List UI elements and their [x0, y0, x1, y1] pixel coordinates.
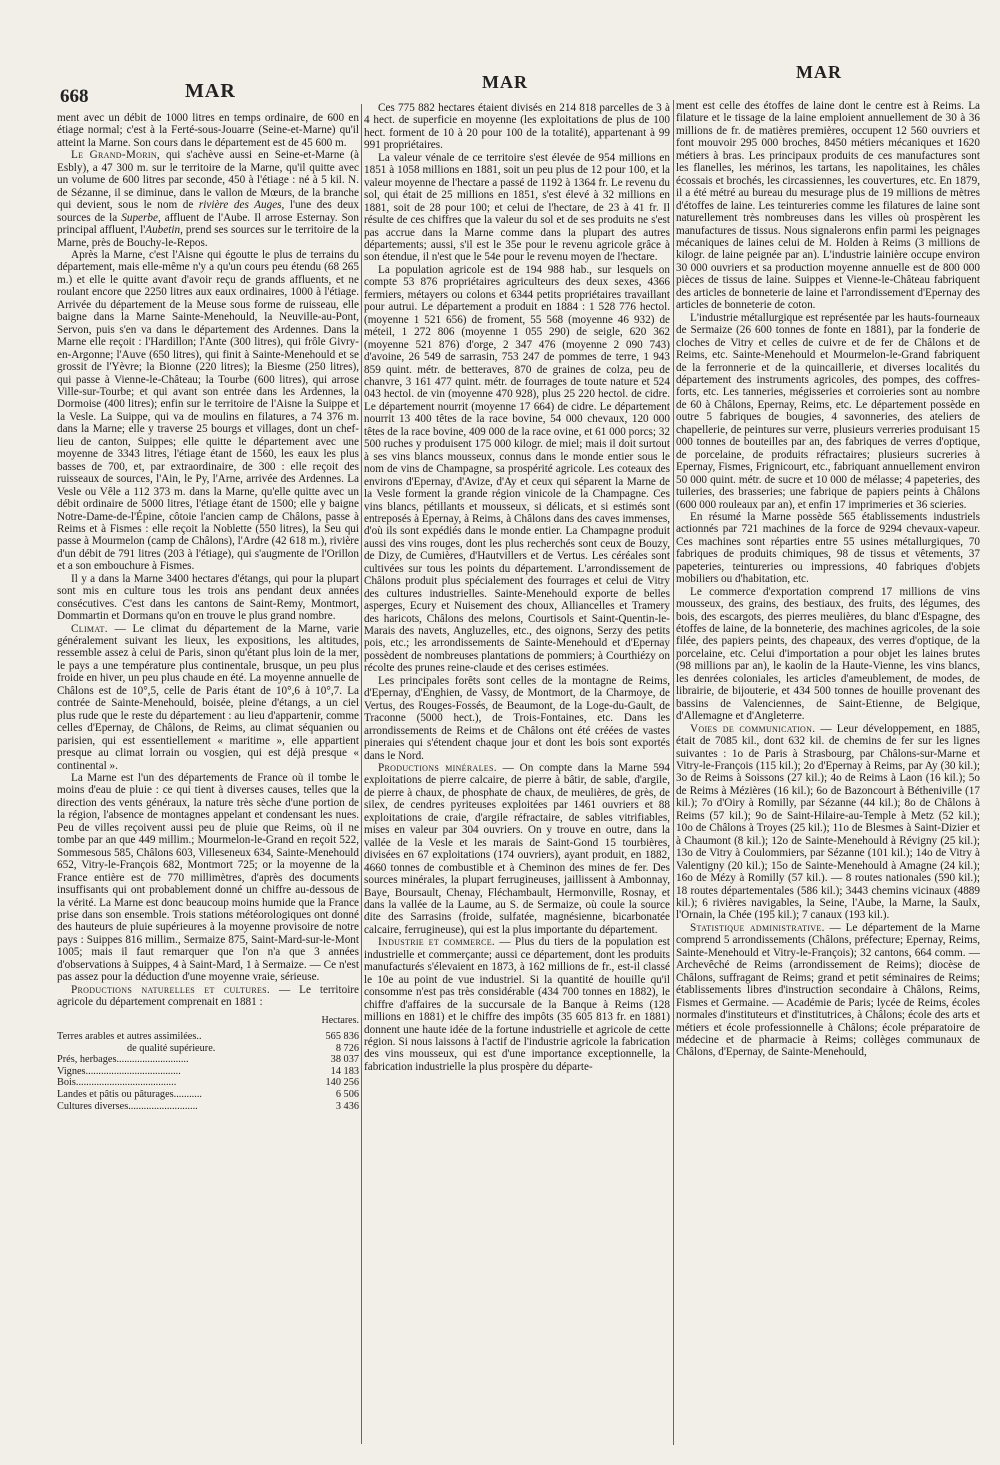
paragraph: Après la Marne, c'est l'Aisne qui égoutte le plus de terrains du département, mais elle-même n'y a qu'un cours peu étendu (68 265 m.) et elle le quitte avant d'avoir reçu de grands affluents, et ne roulant encore que 2250 litres aux eaux ordinaires, 1000 à l'étiage. Arrivée du département de la Meuse sous forme de ruisseau, elle baigne dans la Marne Sainte-Menehould, la Neuville-au-Pont, Servon, puis s'en va dans le département des Ardennes. Dans la Marne elle reçoit : l'Hardillon; l'Ante (300 litres), qui frôle Givry-en-Argonne; l'Auve (650 litres), qui finit à Sainte-Menehould et se grossit de l'Yèvre; la Bionne (220 litres); la Biesme (250 litres), qui passe à Vienne-le-Château; la Tourbe (600 litres), qui arrose Ville-sur-Tourbe; et qui avant son entrée dans les Ardennes, la Dormoise (400 litres); enfin sur le territoire de l'Aisne la Suippe et la Vesle. La Suippe, qui va de moulins en filatures, a 74 376 m. dans la Marne; elle y traverse 25 bourgs et villages, dont un chef-lieu de canton, Suippes; elle quitte le département avec une moyenne de 3343 litres, l'étiage étant de 1560, les eaux les plus basses de 700, et, par extraordinaire, de 300 : elle reçoit des ruisseaux de sources, l'Ain, le Py, l'Arne, arrivée des Ardennes. La Vesle ou Vêle a 112 373 m. dans la Marne, qu'elle quitte avec un débit ordinaire de 5000 litres, l'étiage étant de 1500; elle y baigne Notre-Dame-de-l'Épine, côtoie l'ancien camp de Châlons, passe à Reims et à Fismes : elle reçoit la Noblette (550 litres), la Seu qui passe à Mourmelon (camp de Châlons), l'Ardre (42 618 m.), rivière d'un débit de 791 litres (203 à l'étiage), qui s'augmente de l'Orillon et a son embouchure à Fismes.	[57, 248, 359, 573]
paragraph: ment avec un débit de 1000 litres en temps ordinaire, de 600 en étiage normal; c'est à la Ferté-sous-Jouarre (Seine-et-Marne) qu'il atteint la Marne. Son cours dans le département est de 45 600 m.	[57, 112, 359, 149]
table-value: 140 256	[325, 1077, 359, 1089]
table-label: Prés, herbages............................	[57, 1054, 189, 1066]
text-run: — Le territoire agricole du département comprenait en 1881 :	[57, 983, 359, 1009]
text-run: — Le département de la Marne comprend 5 arrondissements (Châlons, préfecture; Epernay, Reims, Sainte-Menehould et Vitry-le-François); 32 cantons, 664 comm. — Archevêché de Reims (arrondissement de Reims); diocèse de Châlons, suffragant de Reims; grand et petit séminaires de Reims; établissements libres d'instruction secondaire à Châlons, Reims, Fismes et Germaine. — Académie de Paris; lycée de Reims, écoles normales d'instituteurs et d'institutrices, à Châlons; école des arts et métiers et école professionnelle à Châlons; école préparatoire de médecine et de pharmacie à Reims; collèges communaux de Châlons, d'Epernay, de Sainte-Menehould,	[676, 921, 980, 1059]
section-heading: Climat.	[71, 622, 108, 635]
paragraph	[364, 936, 670, 1073]
text-run: Superbe	[121, 211, 158, 224]
table-row	[57, 1089, 359, 1101]
paragraph	[57, 149, 359, 249]
column-3	[676, 100, 980, 1445]
paragraph: La population agricole est de 194 988 hab., sur lesquels on compte 53 876 propriétaires agriculteurs des deux sexes, 4366 fermiers, métayers ou colons et 6344 petits propriétaires travaillant pour autrui. Le département a produit en 1884 : 1 528 776 hectol. (moyenne 1 521 656) de froment, 55 568 (moyenne 46 932) de méteil, 1 272 806 (moyenne 1 055 290) de seigle, 620 362 (moyenne 521 876) d'orge, 2 347 476 (moyenne 2 090 743) d'avoine, 26 549 de sarrasin, 753 247 de pommes de terre, 1 943 859 quint. métr. de betteraves, 870 de graines de colza, peu de chanvre, 3 161 477 quint. métr. de fourrages de toute nature et 524 043 hectol. de vin (moyenne 470 928), plus 25 220 hectol. de cidre. Le département nourrit (moyenne 17 664) de cidre. Le département nourrit 13 400 têtes de la race bovine, 54 000 chevaux, 120 000 têtes de la race bovine, 409 000 de la race ovine, et 61 000 porcs; 32 500 ruches y produisent 175 000 kilogr. de miel; mais il doit surtout à ses vins blancs mousseux, connus dans le monde entier sous le nom de vins de Champagne, sa prospérité agricole. Les coteaux des environs d'Epernay, d'Avize, d'Ay et ceux qui séparent la Marne de la Vesle forment la grande région vinicole de la Champagne. Ces vins blancs, pétillants et mousseux, si délicats, et si estimés sont entreposés à Epernay, à Reims, à Châlons dans des caves immenses, d'où ils sont expédiés dans le monde entier. La Champagne produit aussi des vins rouges, dont les plus recherchés sont ceux de Bouzy, de Dizy, de Cumières, d'Hautvillers et de Vertus. Les céréales sont cultivées sur tous les points du département. L'arrondissement de Châlons produit plus spécialement des fourrages et celui de Vitry des cultures industrielles. Sainte-Menehould exporte de belles asperges, Ecury et Nuisement des choux, Alliancelles et Tramery des haricots, Châlons des melons, Courtisols et Saint-Quentin-le-Marais des navets, Angluzelles, etc., des oignons, Serzy des petits pois, etc.; les arrondissements de Sainte-Menehould et d'Epernay possèdent de nombreuses plantations de pommiers; à Courthiézy on récolte des prunes reine-claude et des cerises estimées.	[364, 263, 670, 675]
text-run: , l'une des deux sources de la	[57, 199, 359, 224]
paragraph	[676, 723, 980, 922]
running-head-middle: MAR	[482, 72, 528, 92]
column-divider	[673, 100, 674, 1445]
text-run: Aubetin	[145, 224, 181, 237]
paragraph: La Marne est l'un des départements de France où il tombe le moins d'eau de pluie : ce qui tient à diverses causes, telles que la direction des vents généraux, la nature très sèche d'une portion de la région, l'absence de montagnes appelant et condensant les nues. Peu de villes reçoivent aussi peu de pluie que Reims, où il ne tombe par an que 449 millim.; Mourmelon-le-Grand en reçoit 522, Sommesous 585, Châlons 603, Villeseneux 634, Sainte-Menehould 652, Vitry-le-François 682, Montmort 725; or la moyenne de la France entière est de 770 millimètres, d'après des documents insuffisants qui ont probablement donné un chiffre au-dessous de la vérité. La Marne est donc beaucoup moins humide que la France prise dans son ensemble. Trois stations météorologiques ont donné des hauteurs de pluie supérieures à la moyenne provisoire de notre pays : Suippes 816 millim., Sermaize 875, Saint-Mard-sur-le-Mont 1005; mais il faut remarquer que l'on n'a que 3 années d'observations à Suippes, 4 à Saint-Mard, 1 à Sermaize. — Ce n'est pas assez pour la déduction d'une moyenne vraie, sérieuse.	[57, 772, 359, 984]
text-run: — On compte dans la Marne 594 exploitations de pierre calcaire, de pierre à bâtir, de sable, d'argile, de pierre à chaux, de phosphate de chaux, de meulières, de grès, de silex, de cendres pyriteuses exploitées par 1461 ouvriers et 88 exploitations de craie, d'argile réfractaire, de sables vitrifiables, mises en valeur par 304 ouvriers. On y trouve en outre, dans la vallée de la Vesle et les marais de Saint-Gond 15 tourbières, divisées en 67 exploitations (174 ouvriers), ayant produit, en 1882, 4660 tonnes de combustible et à Cheminon des mines de fer. Des sources minérales, la plupart ferrugineuses, jaillissent à Ambonnay, Baye, Boursault, Chenay, Fléchambault, Hermonville, Rosnay, et dans la vallée de la Laume, au S. de Sermaize, où coule la source dite des Sarrasins (froide, sulfatée, magnésienne, bicarbonatée calcaire, ferrugineuse), qui est la plus importante du département.	[364, 762, 670, 936]
paragraph	[364, 762, 670, 936]
text-run: , prend ses sources sur le territoire de la Marne, près de Bouchy-le-Repos.	[57, 224, 359, 249]
table-row	[57, 1101, 359, 1113]
paragraph: ment est celle des étoffes de laine dont le centre est à Reims. La filature et le tissage de la laine emploient annuellement de 30 à 36 millions de fr. de matières premières, occupent 12 560 ouvriers et font mouvoir 295 000 broches, 8450 métiers mécaniques et 1620 métiers à bras. Les principaux produits de ces manufactures sont les flanelles, les mérinos, les tartans, les napolitaines, les châles écossais et brochés, les circassiennes, les couvertures, etc. En 1879, il a été métré au bureau du mesurage plus de 19 millions de mètres d'étoffes de laine. Les teintureries comme les filatures de laine sont naturellement très nombreuses dans les villes où prospèrent les manufactures de tissus. Nous signalerons enfin parmi les peignages mécaniques de laines celui de M. Holden à Reims (3 millions de kilogr. de laine peignée par an). L'industrie lainière occupe environ 30 000 ouvriers et sa production moyenne annuelle est de 800 000 pièces de tissus de laine. Suippes et Vienne-le-Château fabriquent des articles de bonneterie de laine et l'arrondissement d'Epernay des articles de bonneterie de coton.	[676, 100, 980, 312]
table-label: de qualité supérieure.	[127, 1042, 216, 1054]
table-value: 38 037	[330, 1054, 359, 1066]
table-label: Vignes.....................................	[57, 1065, 181, 1077]
table-row	[57, 1031, 359, 1043]
paragraph	[676, 922, 980, 1059]
paragraph: La valeur vénale de ce territoire s'est élevée de 954 millions en 1851 à 1058 millions en 1881, soit un peu plus de 12 pour 100, et la valeur moyenne de l'hectare a passé de 1192 à 1364 fr. Le revenu du sol, qui était de 25 millions en 1851, s'est élevé à 32 millions en 1881, soit de 28 pour 100; et celui de l'hectare, de 23 à 41 fr. Il résulte de ces chiffres que la valeur du sol et de ses produits ne s'est pas accrue dans la Marne comme dans la plupart des autres départements; aussi, s'il est le 35e pour le revenu agricole grâce à son étendue, il n'est que le 54e pour le revenu moyen de l'hectare.	[364, 151, 670, 264]
column-2	[364, 102, 670, 1442]
text-run: rivière des Auges	[198, 199, 282, 212]
section-term: Le Grand-Morin,	[71, 149, 161, 162]
page-number: 668	[60, 86, 89, 107]
paragraph	[57, 623, 359, 772]
table-row	[57, 1054, 359, 1066]
section-heading: Productions minérales.	[378, 762, 497, 775]
table-value: 565 836	[325, 1031, 359, 1043]
running-head-left: MAR	[185, 80, 236, 102]
table-value: 14 183	[330, 1065, 359, 1077]
running-head-right: MAR	[796, 62, 842, 82]
table-row	[57, 1077, 359, 1089]
text-run: , affluent de l'Aube. Il arrose Esternay. Son principal affluent, l'	[57, 211, 359, 237]
table-value: 6 506	[335, 1089, 359, 1101]
table-row	[57, 1043, 359, 1055]
paragraph: L'industrie métallurgique est représentée par les hauts-fourneaux de Sermaize (26 600 tonnes de fonte en 1881), par la fonderie de cloches de Vitry et celles de cuivre et de fer de Châlons et de Reims, etc. Sainte-Menehould et Mourmelon-le-Grand fabriquent de la ferronnerie et de la quincaillerie, et diverses localités du département des instruments agricoles, des pompes, des coffres-forts, etc. Les tanneries, mégisseries et corroieries sont au nombre de 60 à Châlons, Epernay, Reims, etc. Le département possède en outre 5 fabriques de bougies, 4 savonneries, des ateliers de chapellerie, de peintures sur verre, plusieurs verreries produisant 15 000 tonnes de bouteilles par an, des fabriques de verres d'optique, de porcelaine, de produits réfractaires; plusieurs sucreries à Epernay, Fismes, Frignicourt, etc., fabriquant annuellement environ 50 000 quint. métr. de sucre et 10 000 de mélasse; 4 papeteries, des tuileries, des brasseries; une fabrique de papiers peints à Châlons (600 000 rouleaux par an), et enfin 17 imprimeries et 36 scieries.	[676, 311, 980, 511]
paragraph: En résumé la Marne possède 565 établissements industriels actionnés par 721 machines de la force de 9294 chevaux-vapeur. Ces machines sont réparties entre 55 usines métallurgiques, 70 fabriques de produits chimiques, 98 de tissus et vêtements, 37 papeteries, teintureries ou impressions, 40 fabriques d'objets mobiliers ou d'habitation, etc.	[676, 510, 980, 586]
text-run: — Plus du tiers de la population est industrielle et commerçante; aussi ce département, dont les produits manufacturés s'élevaient en 1873, à 162 millions de fr., est-il classé le 10e au point de vue industriel. Si la quantité de houille qu'il consomme n'est pas très considérable (434 700 tonnes en 1882), le chiffre d'affaires de la succursale de la Banque à Reims (128 millions en 1881) et le chiffre des impôts (35 605 813 fr. en 1881) donnent une haute idée de la fortune industrielle et agricole de cette région. Si nous laissons à l'actif de l'industrie agricole la fabrication des vins mousseux, qui est d'une importance exceptionnelle, la fabrication industrielle la plus prospère du départe-	[364, 936, 670, 1073]
section-heading: Industrie et commerce.	[378, 936, 496, 949]
column-divider	[361, 104, 362, 1444]
table-label: Bois.......................................	[57, 1077, 177, 1089]
table-row	[57, 1066, 359, 1078]
paragraph: Ces 775 882 hectares étaient divisés en 214 818 parcelles de 3 à 4 hect. de superficie en moyenne (les exploitations de plus de 100 hect. forment de 10 à 20 pour 100 de la totalité), appartenant à 99 991 propriétaires.	[364, 102, 670, 152]
table-label: Terres arables et autres assimilées..	[57, 1031, 202, 1043]
land-use-table	[57, 1031, 359, 1112]
paragraph: Le commerce d'exportation comprend 17 millions de vins mousseux, des grains, des bestiaux, des fruits, des légumes, des bois, des escargots, des pierres meulières, du blanc d'Espagne, des étoffes de laine, de la bonneterie, des machines agricoles, de la soie filée, des papiers peints, des chapeaux, des verres d'optique, de la porcelaine, etc. Celui d'importation a pour objet les laines brutes (98 millions par an), le kaolin de la Haute-Vienne, les vins blancs, les denrées coloniales, les articles d'ameublement, de modes, de librairie, de bijouterie, et 434 500 tonnes de houille provenant des bassins de Valenciennes, de Saint-Etienne, de Belgique, d'Allemagne et d'Angleterre.	[676, 585, 980, 723]
table-label: Cultures diverses...........................	[57, 1100, 198, 1112]
section-heading: Voies de communication.	[690, 722, 816, 735]
table-header: Hectares.	[321, 1014, 359, 1026]
section-heading: Statistique administrative.	[690, 921, 825, 934]
text-run: — Le climat du département de la Marne, varie généralement suivant les lieux, les expositions, les altitudes, ressemble assez à celui de Paris, sinon qu'étant plus loin de la mer, le pays a une température plus continentale, brusque, un peu plus froide en hiver, un peu plus chaude en été. La moyenne annuelle de Châlons est de 10°,5, celle de Paris étant de 10°,6 à 10°,7. La contrée de Sainte-Menehould, boisée, pleine d'étangs, a un ciel plus rude que le reste du département : au lieu d'appartenir, comme celles d'Epernay, de Châlons, de Reims, au climat séquanien ou parisien, qui est essentiellement « maritime », elle appartient presque au climat lorrain ou vosgien, qui est déjà presque « continental ».	[57, 622, 359, 772]
table-value: 3 436	[335, 1100, 359, 1112]
paragraph: Il y a dans la Marne 3400 hectares d'étangs, qui pour la plupart sont mis en culture tous les trois ans pendant deux années consécutives. C'est dans les cantons de Saint-Remy, Montmort, Dommartin et Dormans qu'on en trouve le plus grand nombre.	[57, 572, 359, 623]
text-run: qui s'achève aussi en Seine-et-Marne (à Esbly), a 47 300 m. sur le territoire de la Marne, qu'il quitte avec un volume de 600 litres par seconde, 450 à l'étiage : né à 5 kil. N. de Sézanne, il se diminue, dans le vallon de Mœurs, de la branche qui devient, sous le nom de	[57, 149, 359, 212]
text-run: — Leur développement, en 1885, était de 7085 kil., dont 632 kil. de chemins de fer sur les lignes suivantes : 1o de Paris à Strasbourg, par Châlons-sur-Marne et Vitry-le-François (115 kil.); 2o d'Epernay à Reims, par Ay (30 kil.); 3o de Reims à Soissons (27 kil.); 4o de Reims à Laon (16 kil.); 5o de Reims à Mézières (16 kil.); 6o de Bazoncourt à Bétheniville (17 kil.); 7o d'Oiry à Romilly, par Sézanne (44 kil.); 8o de Châlons à Reims (57 kil.); 9o de Saint-Hilaire-au-Temple à Metz (52 kil.); 10o de Châlons à Troyes (25 kil.); 11o de Blesmes à Saint-Dizier et à Chaumont (8 kil.); 12o de Sainte-Menehould à Révigny (25 kil.); 13o de Vitry à Coulommiers, par Sézanne (101 kil.); 14o de Vitry à Valentigny (20 kil.); 15o de Sainte-Menehould à Amagne (24 kil.); 16o de Mézy à Romilly (57 kil.). — 8 routes nationales (590 kil.); 18 routes départementales (586 kil.); 3443 chemins vicinaux (4889 kil.); 6 rivières navigables, la Seine, l'Aube, la Marne, la Saulx, l'Ornain, la Chée (195 kil.); 7 canaux (193 kil.).	[676, 722, 980, 922]
paragraph	[57, 984, 359, 1009]
table-label: Landes et pâtis ou pâturages...........	[57, 1089, 202, 1101]
paragraph: Les principales forêts sont celles de la montagne de Reims, d'Epernay, d'Enghien, de Vassy, de Montmort, de la Charmoye, de Vertus, des Rouges-Fossés, de Beaumont, de la Loge-du-Gault, de Traconne (5000 hect.), de Trois-Fontaines, etc. Dans les arrondissements de Reims et de Châlons ont été créées de vastes pineraies qui s'étendent chaque jour et dont les bois sont exportés dans le Nord.	[364, 674, 670, 762]
table-value: 8 726	[335, 1042, 359, 1054]
column-1	[57, 112, 359, 1462]
section-heading: Productions naturelles et cultures.	[71, 983, 270, 996]
